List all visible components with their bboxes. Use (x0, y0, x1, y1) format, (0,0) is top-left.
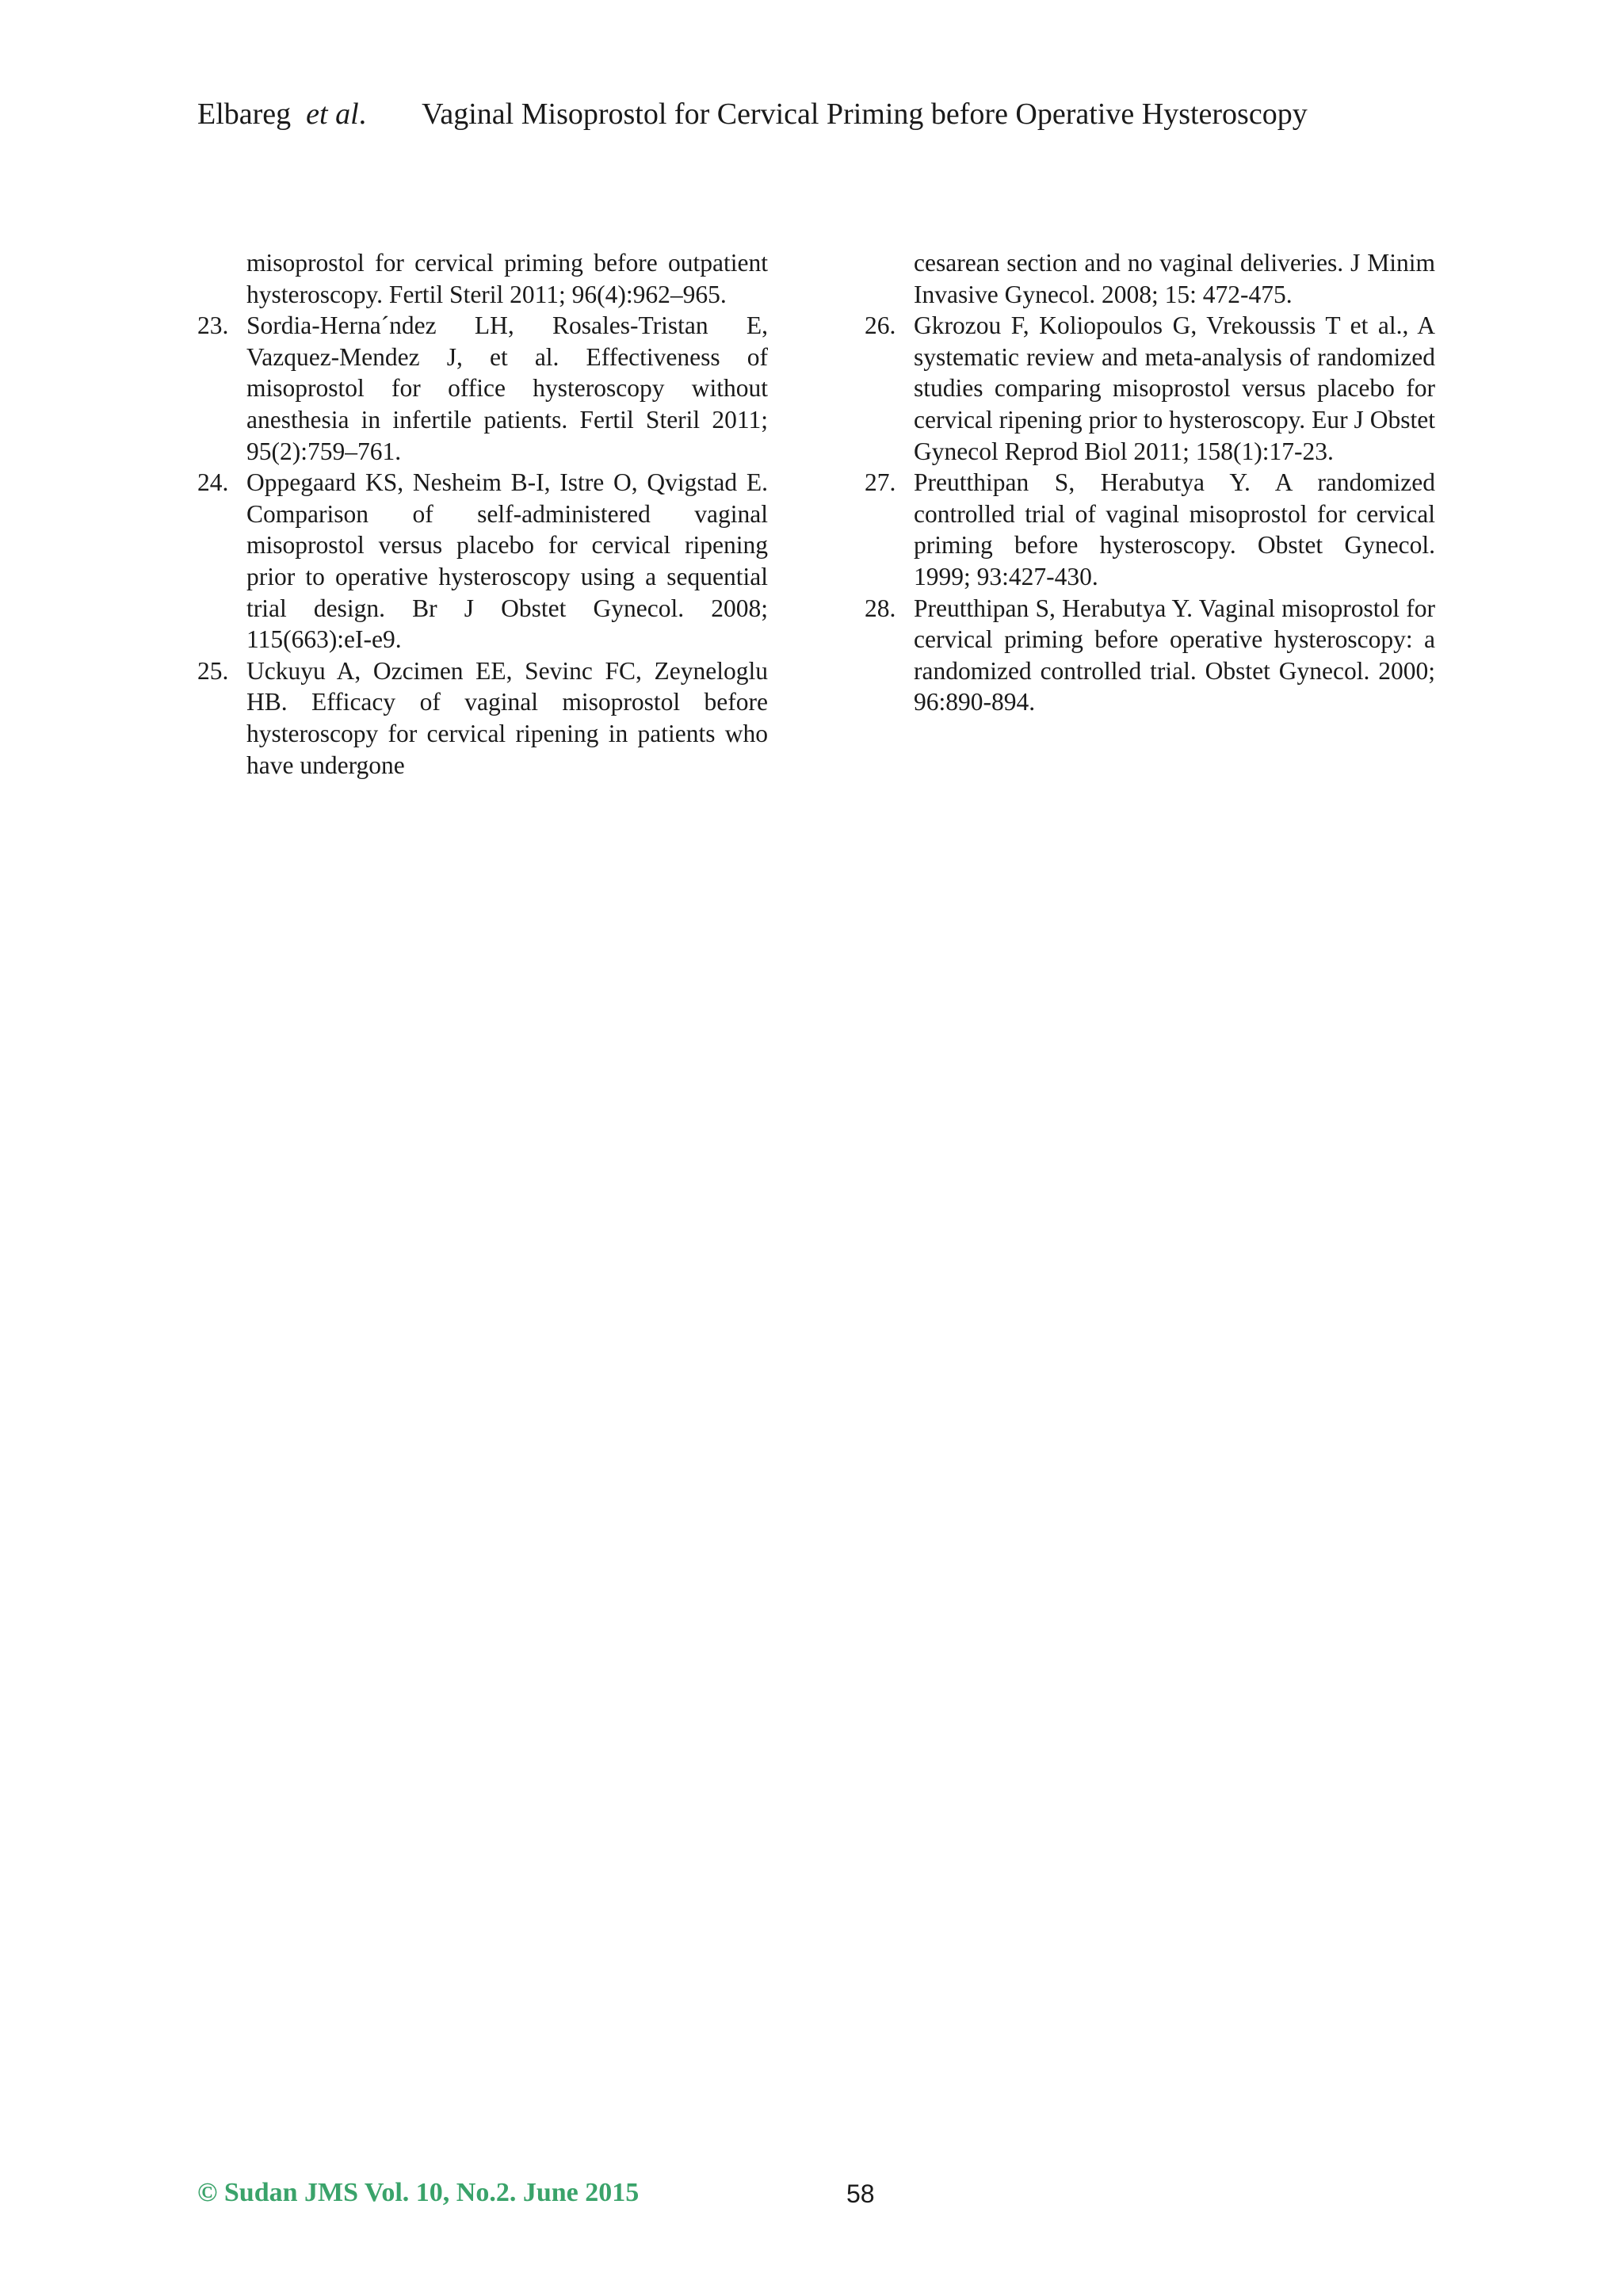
reference-item (197, 310, 768, 467)
reference-text: Preutthipan S, Herabutya Y. Vaginal misoprostol for cervical priming before operative hysteroscopy: a randomized controlled trial. Obstet Gynecol. 2000; 96:890-894. (914, 594, 1435, 716)
reference-continuation (865, 247, 1435, 310)
reference-number: 24. (197, 468, 229, 497)
reference-item (865, 467, 1435, 592)
reference-number: 25. (197, 656, 229, 685)
reference-item (197, 467, 768, 655)
reference-number: 27. (865, 468, 896, 497)
reference-text: Oppegaard KS, Nesheim B-I, Istre O, Qvigstad E. Comparison of self-administered vaginal misoprostol versus placebo for cervical ripening prior to operative hysteroscopy using a sequential trial design. Br J Obstet Gynecol. 2008; 115(663):eI-e9. (246, 468, 768, 654)
reference-text: Preutthipan S, Herabutya Y. A randomized controlled trial of vaginal misoprostol for cervical priming before hysteroscopy. Obstet Gynecol. 1999; 93:427-430. (914, 468, 1435, 590)
reference-item (197, 655, 768, 781)
reference-text: Uckuyu A, Ozcimen EE, Sevinc FC, Zeyneloglu HB. Efficacy of vaginal misoprostol before hysteroscopy for cervical ripening in patients who have undergone (246, 656, 768, 779)
reference-item (865, 593, 1435, 718)
running-header (197, 97, 1308, 132)
header-author: Elbareg et al. (197, 97, 367, 131)
reference-text: cesarean section and no vaginal deliveries. J Minim Invasive Gynecol. 2008; 15: 472-475. (914, 249, 1435, 308)
reference-number: 26. (865, 311, 896, 340)
header-etal: et al (306, 97, 359, 131)
references-column-left (197, 247, 768, 781)
footer-journal-citation: © Sudan JMS Vol. 10, No.2. June 2015 (197, 2178, 640, 2207)
reference-number: 28. (865, 594, 896, 622)
references-column-right (865, 247, 1435, 718)
reference-text: misoprostol for cervical priming before outpatient hysteroscopy. Fertil Steril 2011; 96(4):962–965. (246, 249, 768, 308)
reference-number: 23. (197, 311, 229, 340)
footer-page-number: 58 (846, 2179, 875, 2208)
reference-text: Sordia-Herna´ndez LH, Rosales-Tristan E, Vazquez-Mendez J, et al. Effectiveness of misoprostol for office hysteroscopy without anesthesia in infertile patients. Fertil Steril 2011; 95(2):759–761. (246, 311, 768, 465)
reference-continuation (197, 247, 768, 310)
reference-text: Gkrozou F, Koliopoulos G, Vrekoussis T et al., A systematic review and meta-analysis of randomized studies comparing misoprostol versus placebo for cervical ripening prior to hysteroscopy. Eur J Obstet Gynecol Reprod Biol 2011; 158(1):17-23. (914, 311, 1435, 465)
reference-item (865, 310, 1435, 467)
header-title: Vaginal Misoprostol for Cervical Priming before Operative Hysteroscopy (422, 97, 1308, 131)
